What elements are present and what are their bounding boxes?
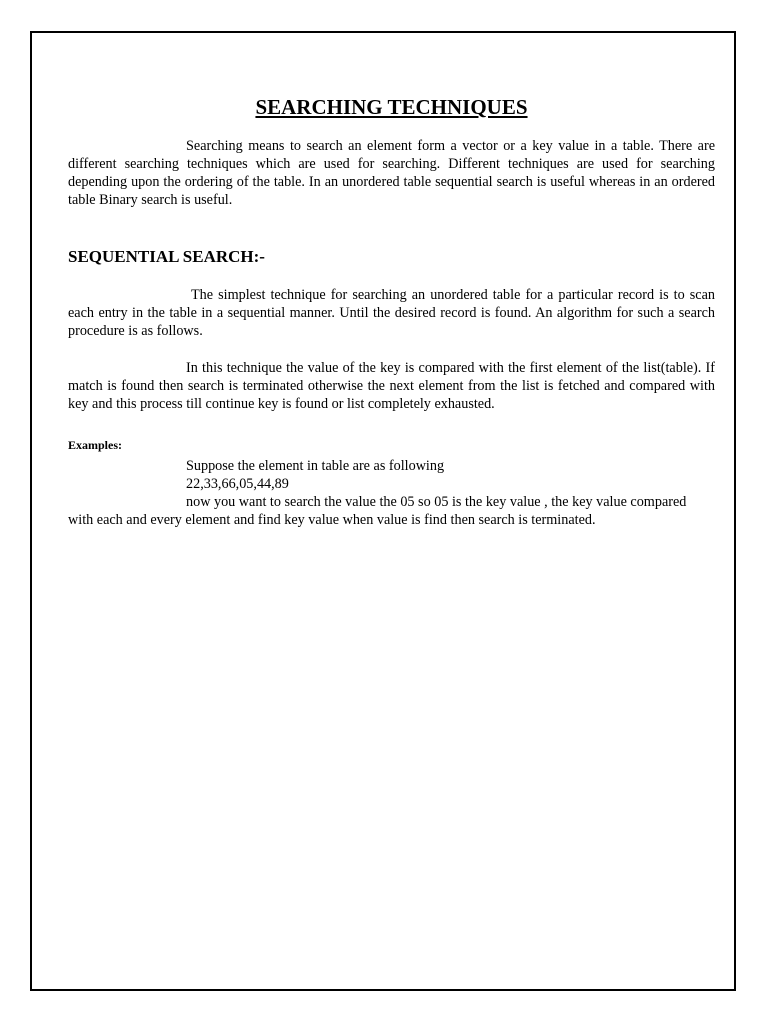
examples-label: Examples:: [68, 438, 122, 452]
paragraph-simplest-technique: The simplest technique for searching an unordered table for a particular record is to scan each entry in the table in a sequential manner. Until the desired record is found. An algorithm for such a search procedure is as follows.: [68, 287, 715, 339]
intro-paragraph: Searching means to search an element form a vector or a key value in a table. There are different searching techniques which are used for searching. Different techniques are used for searching depending upon the ordering of the table. In an unordered table sequential search is useful whereas in an ordered table Binary search is useful.: [68, 138, 715, 208]
paragraph-technique-description: In this technique the value of the key is compared with the first element of the list(table). If match is found then search is terminated otherwise the next element from the list is fetched and compared with key and this process till continue key is found or list completely exhausted.: [68, 360, 715, 412]
example-line-3: now you want to search the value the 05 so 05 is the key value , the key value compared with each and every element and find key value when value is find then search is terminated.: [68, 494, 687, 528]
page-title: SEARCHING TECHNIQUES: [255, 95, 528, 119]
example-line-2: 22,33,66,05,44,89: [186, 476, 289, 492]
section-heading-sequential-search: SEQUENTIAL SEARCH:-: [68, 247, 265, 266]
document-body: [68, 93, 715, 529]
example-line-1: Suppose the element in table are as following: [186, 458, 445, 474]
